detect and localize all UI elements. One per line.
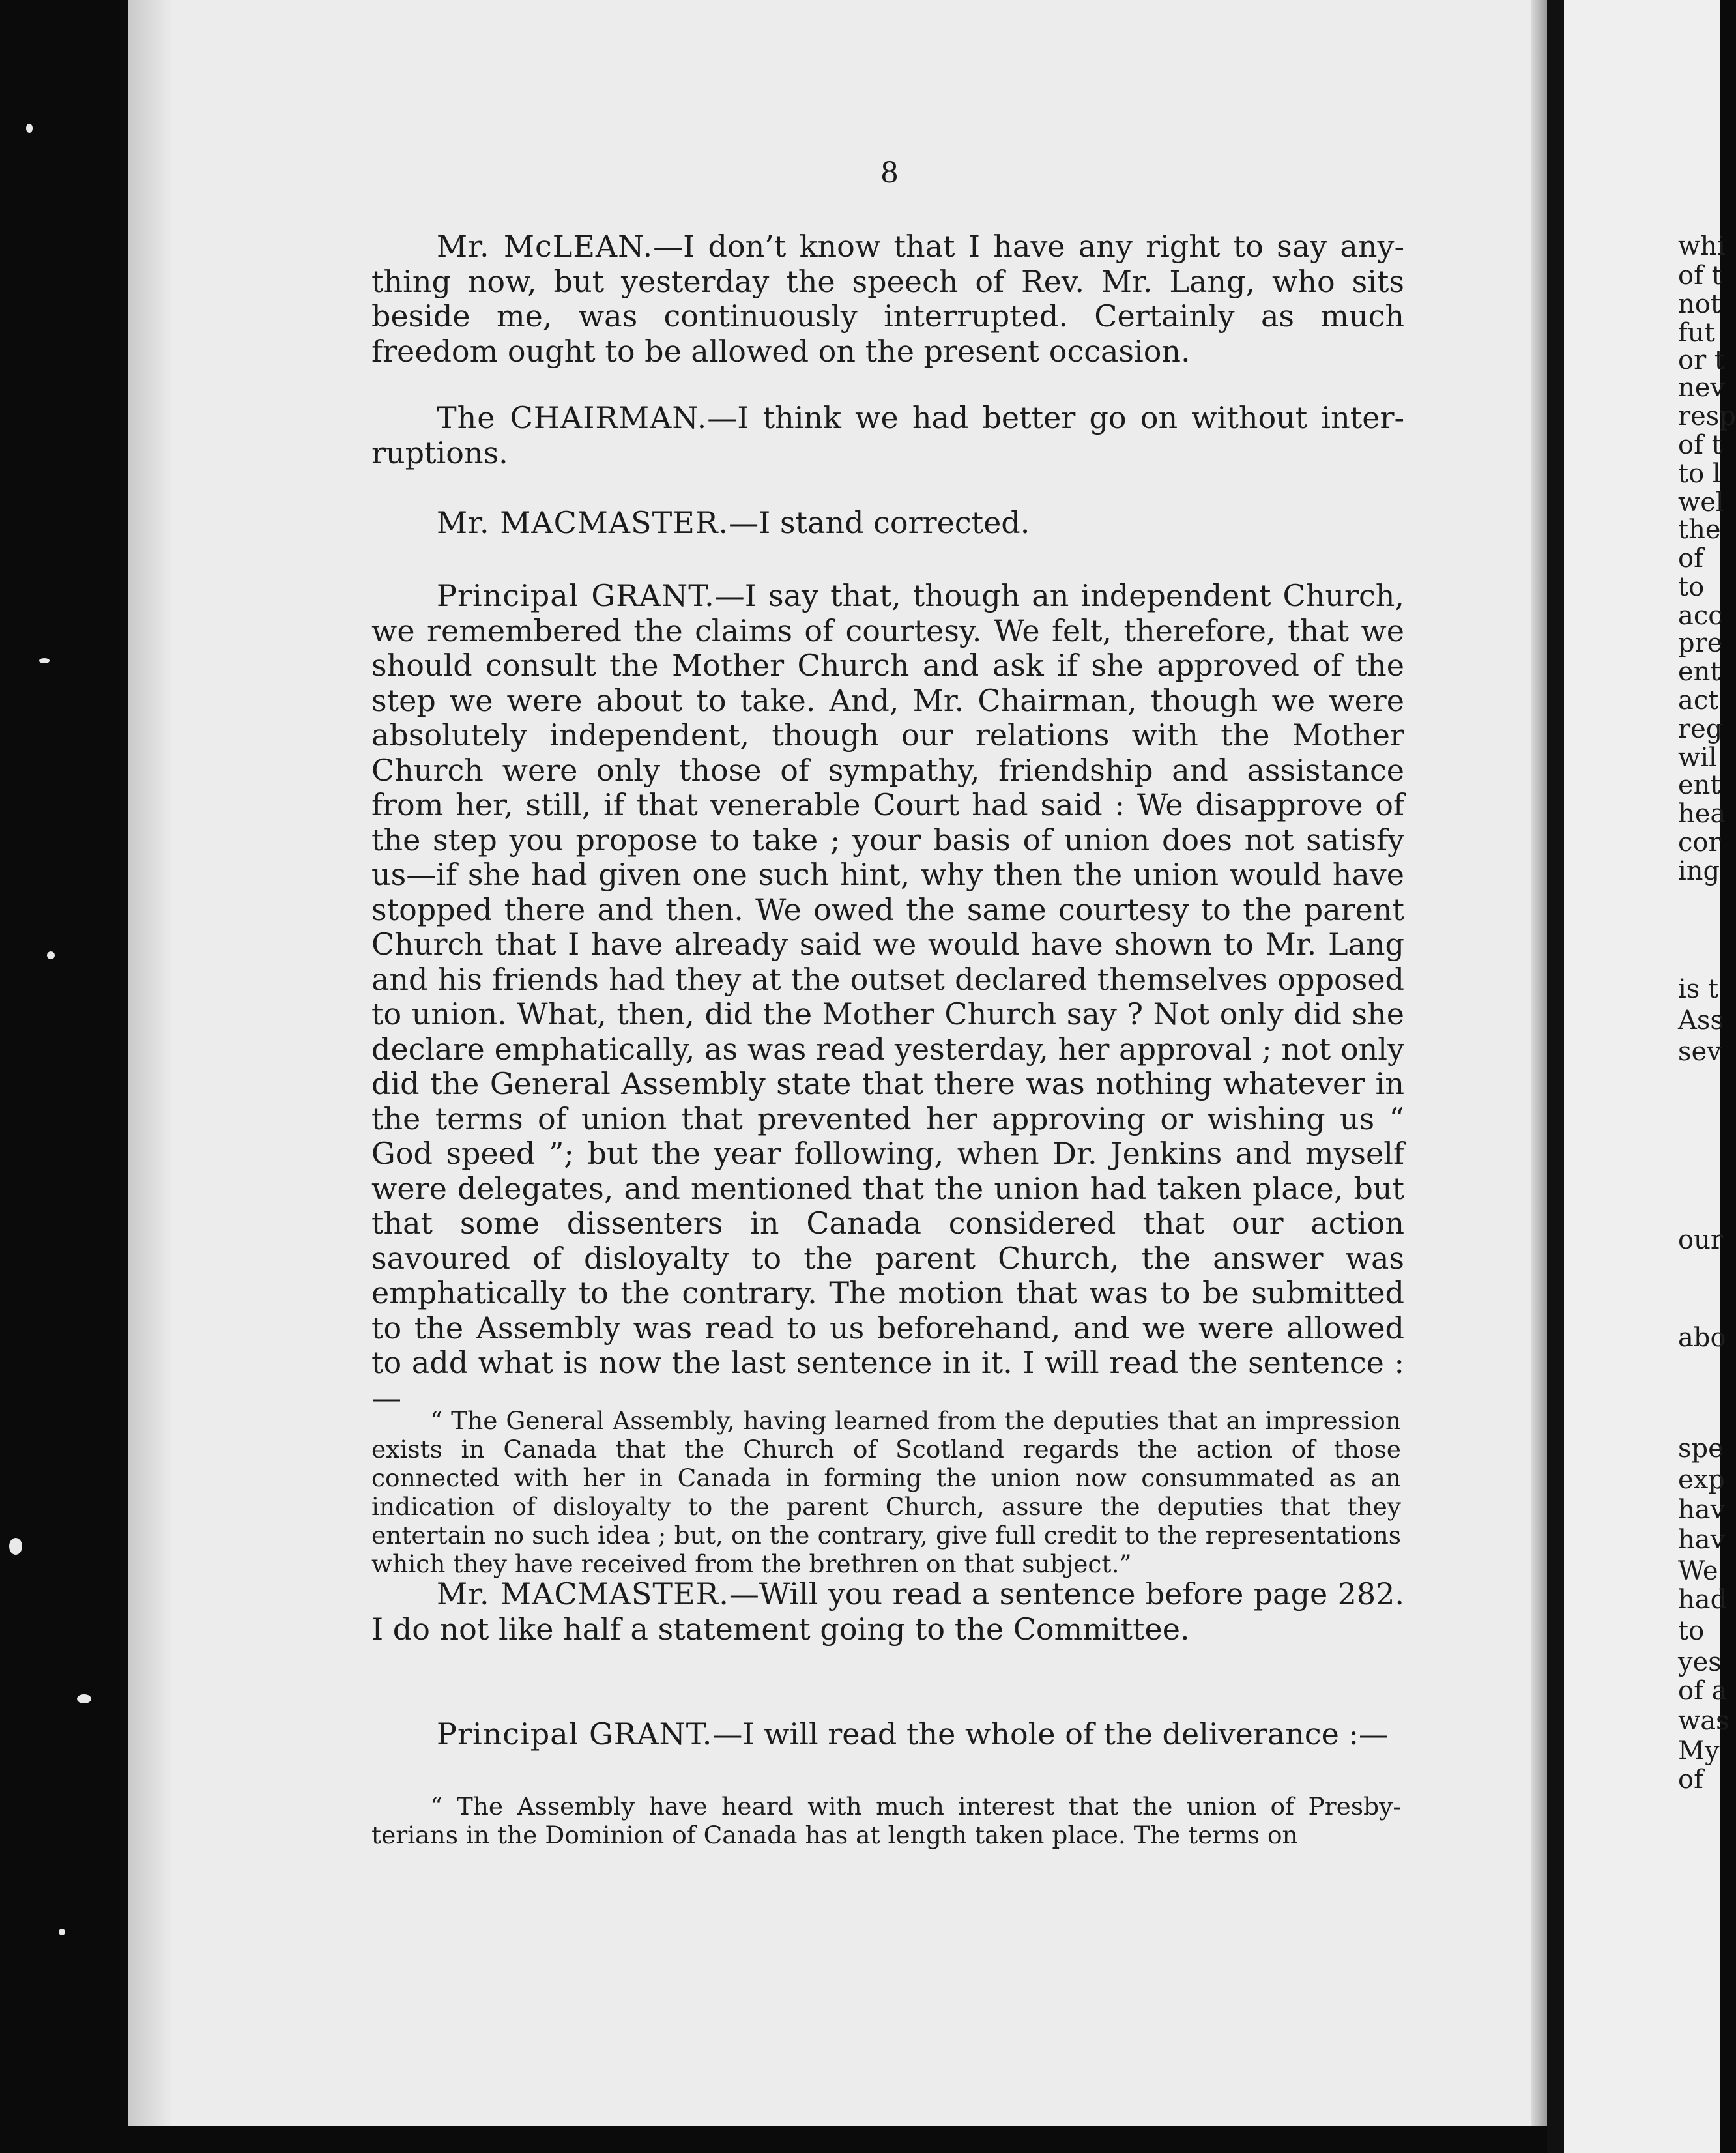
next-page-fragment: ent (1678, 657, 1721, 687)
quotation-deliverance: “ The Assembly have heard with much interest that the union of Presbyterians in the Dominion of Canada has at length taken place. The terms on (371, 1792, 1401, 1849)
next-page-fragment: resp (1678, 401, 1736, 431)
next-page-fragment: was (1678, 1706, 1729, 1736)
bottom-scan-edge (128, 2126, 1547, 2153)
next-page-fragment: of t (1678, 261, 1722, 291)
next-page-fragment: pre (1678, 628, 1723, 658)
next-page-fragment: the (1678, 515, 1721, 545)
next-page-fragment: spe (1678, 1434, 1724, 1464)
scan-speck (39, 658, 50, 663)
paragraph-macmaster-2 (371, 1577, 1404, 1647)
speaker-label: The CHAIRMAN. (437, 400, 708, 435)
next-page-fragment: hav (1678, 1525, 1726, 1555)
next-page-fragment: reg (1678, 714, 1723, 744)
paragraph-macmaster-1 (371, 506, 1404, 541)
next-page-fragment: of t (1678, 430, 1722, 460)
next-page-fragment: My (1678, 1736, 1720, 1766)
next-page-fragment: had (1678, 1585, 1728, 1615)
page-number: 8 (880, 156, 899, 190)
paragraph-text: —Will you read a sentence before page 282. I do not like half a statement going to the Committee. (371, 1576, 1404, 1647)
next-page-fragment: our (1678, 1225, 1723, 1255)
next-page-fragment: not (1678, 289, 1721, 319)
next-page-fragment: sev (1678, 1037, 1722, 1067)
scan-speck (59, 1929, 65, 1935)
speaker-label: Principal GRANT. (437, 1716, 713, 1752)
paragraph-text: —I say that, though an independent Church, we remembered the claims of courtesy. We felt, therefore, that we should consult the Mother Church and ask if she approved of the step we were about to take. And, Mr. Chairman, though we were absolutely independent, though our relations with the Mother Church were only those of sympathy, friendship and assistance from her, still, if that venerable Court had said : We disapprove of the step you propose to take ; your basis of union does not satisfy us—if she had given one such hint, why then the union would have stopped there and then. We owed the same courtesy to the parent Church that I have already said we would have shown to Mr. Lang and his friends had they at the outset declared themselves opposed to union. What, then, did the Mother Church say ? Not only did she declare emphatically, as was read yesterday, her approval ; not only did the General Assembly state that there was nothing whatever in the terms of union that prevented her approving or wishing us “ God speed ”; but the year following, when Dr. Jenkins and myself were delegates, and mentioned that the union had taken place, but that some dissenters in Canada considered that our action savoured of disloyalty to the parent Church, the answer was emphatically to the contrary. The motion that was to be submitted to the Assembly was read to us beforehand, and we were allowed to add what is now the last sentence in it. I will read the sentence :— (371, 578, 1404, 1415)
next-page-fragment: is t (1678, 974, 1719, 1004)
next-page-fragment: act (1678, 686, 1719, 715)
scan-speck (77, 1694, 91, 1703)
next-page-fragment: whi (1678, 231, 1726, 261)
speaker-label: Mr. McLEAN. (437, 229, 654, 264)
next-page-fragment: nev (1678, 373, 1726, 403)
next-page-fragment: We (1678, 1556, 1718, 1586)
next-page-fragment: to l (1678, 459, 1721, 489)
next-page-fragment: yes (1678, 1647, 1722, 1677)
paragraph-text: —I think we had better go on without interruptions. (371, 400, 1404, 470)
paragraph-grant-1 (371, 579, 1404, 1415)
next-page-fragment: wil (1678, 743, 1717, 773)
next-page-fragment: acc (1678, 601, 1723, 631)
next-page-fragment: exp (1678, 1465, 1725, 1495)
next-page-fragment: of a (1678, 1676, 1728, 1706)
next-page-fragment: of (1678, 1765, 1703, 1795)
paragraph-text: —I don’t know that I have any right to say anything now, but yesterday the speech of Rev. Mr. Lang, who sits beside me, was continuously interrupted. Certainly as much freedom ought to be allowed on the present occasion. (371, 229, 1404, 369)
paragraph-chairman (371, 401, 1404, 470)
next-page-fragment: Ass (1678, 1005, 1724, 1035)
next-page-fragment: ent (1678, 770, 1721, 800)
page-fold (1531, 0, 1547, 2126)
scan-speck (9, 1538, 22, 1555)
page-binding-shadow (128, 0, 173, 2126)
quotation-assembly-resolution: “ The General Assembly, having learned from the deputies that an impression exists in Canada that the Church of Scotland regards the action of those connected with her in Canada in forming the union now consummated as an indication of disloyalty to the parent Church, assure the deputies that they entertain no such idea ; but, on the contrary, give full credit to the representations which they have received from the brethren on that subject.” (371, 1406, 1401, 1578)
speaker-label: Mr. MACMASTER. (437, 1576, 729, 1611)
next-page-fragment: hea (1678, 799, 1726, 829)
next-page-fragment: hav (1678, 1495, 1726, 1525)
next-page-fragment: cor (1678, 828, 1721, 858)
paragraph-mclean (371, 229, 1404, 369)
next-page-fragment: to (1678, 572, 1705, 602)
next-page-fragment: abo (1678, 1323, 1726, 1353)
next-page-fragment: or t (1678, 345, 1725, 375)
paragraph-text: —I stand corrected. (729, 505, 1030, 540)
scan-speck (47, 951, 55, 959)
next-page-fragment: fut (1678, 318, 1715, 348)
book-gutter (1547, 0, 1564, 2153)
next-page-fragment: ing (1678, 856, 1720, 886)
paragraph-grant-2 (371, 1717, 1404, 1752)
next-page-fragment: to (1678, 1616, 1705, 1646)
paragraph-text: —I will read the whole of the deliverance :— (712, 1716, 1389, 1752)
speaker-label: Mr. MACMASTER. (437, 505, 729, 540)
scan-speck (26, 124, 33, 133)
next-page-fragment: of (1678, 543, 1703, 573)
speaker-label: Principal GRANT. (437, 578, 715, 613)
next-page-fragment: wel (1678, 487, 1724, 517)
